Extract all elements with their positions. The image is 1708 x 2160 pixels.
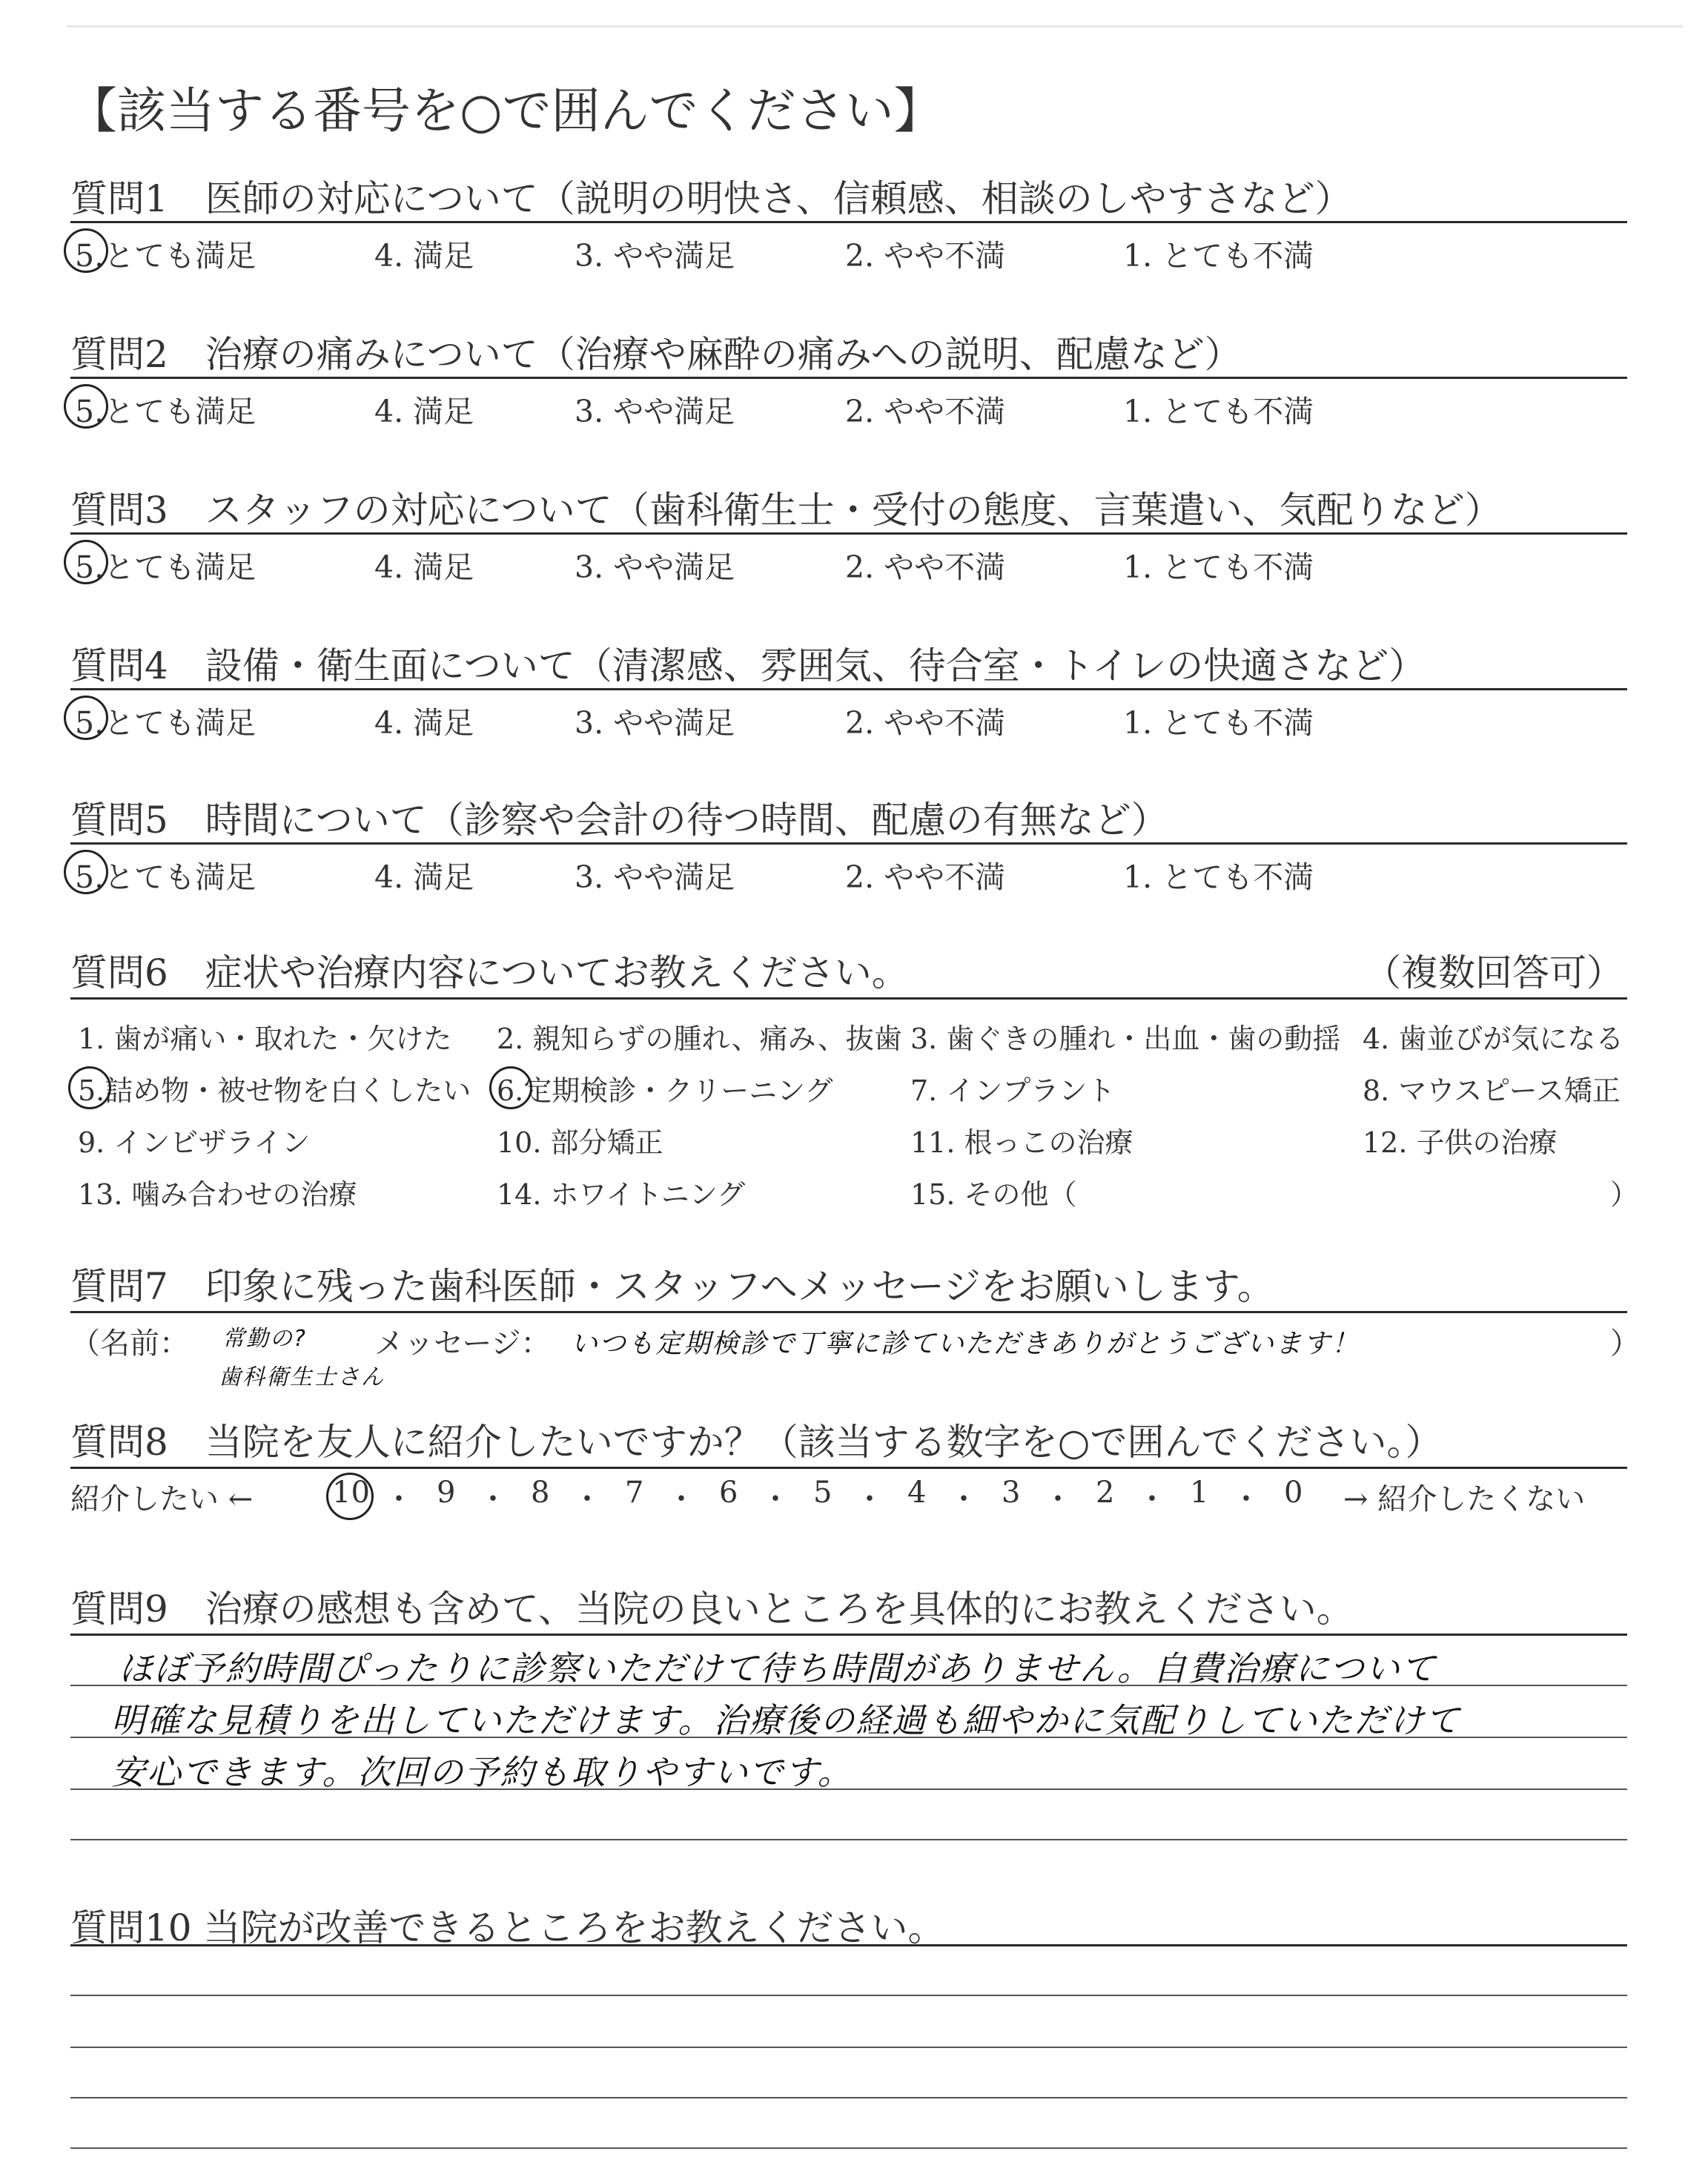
q7-message: いつも定期検診で丁寧に診ていただきありがとうございます！ [571,1329,1360,1359]
q5-option-4[interactable]: 4. 満足 [374,859,474,895]
q8-separator: ・ [1231,1482,1261,1516]
q4-selection-circle [64,696,108,740]
q1-option-4[interactable]: 4. 満足 [374,238,474,274]
q2-option-1[interactable]: 1. とても不満 [1123,394,1314,429]
q9-rule-5 [70,1839,1627,1840]
q2-option-2[interactable]: 2. やや不満 [845,394,1006,429]
q9-answer-line-1: ほぼ予約時間ぴったりに診察いただけて待ち時間がありません。自費治療について [119,1648,1437,1688]
q8-scale-1[interactable]: 1 [1190,1476,1209,1510]
q8-scale-10[interactable]: 10 [332,1476,370,1510]
q8-scale-2[interactable]: 2 [1096,1476,1115,1510]
q1-option-2[interactable]: 2. やや不満 [845,238,1006,274]
q8-scale-4[interactable]: 4 [907,1476,927,1510]
q8-separator: ・ [666,1482,696,1516]
q8-scale-8[interactable]: 8 [531,1476,550,1510]
q4-title: 質問4 設備・衛生面について（清潔感、雰囲気、待合室・トイレの快適さなど） [70,644,1426,687]
q8-title: 質問8 当院を友人に紹介したいですか？（該当する数字を○で囲んでください。） [70,1421,1443,1464]
q5-title: 質問5 時間について（診察や会計の待つ時間、配慮の有無など） [70,799,1168,842]
q6-option-12[interactable]: 12. 子供の治療 [1363,1126,1558,1159]
q5-option-2[interactable]: 2. やや不満 [845,859,1006,895]
q8-scale-0[interactable]: 0 [1284,1476,1303,1510]
page-title: 【該当する番号を○で囲んでください】 [68,82,943,139]
q6-option-14[interactable]: 14. ホワイトニング [497,1178,746,1211]
q1-option-3[interactable]: 3. やや満足 [575,238,735,274]
q1-option-5[interactable]: 5.とても満足 [75,238,256,274]
q4-rule [70,688,1627,690]
q10-title: 質問10 当院が改善できるところをお教えください。 [70,1906,945,1949]
q9-title: 質問9 治療の感想も含めて、当院の良いところを具体的にお教えください。 [70,1588,1354,1631]
q3-option-1[interactable]: 1. とても不満 [1123,549,1314,585]
q8-scale-3[interactable]: 3 [1002,1476,1021,1510]
q8-scale-7[interactable]: 7 [625,1476,644,1510]
q3-option-3[interactable]: 3. やや満足 [575,549,735,585]
q8-scale-6[interactable]: 6 [719,1476,738,1510]
q2-option-3[interactable]: 3. やや満足 [575,394,735,429]
q4-option-1[interactable]: 1. とても不満 [1123,705,1314,741]
q6-selection-circle-5 [68,1066,111,1109]
q10-rule-1 [70,1944,1627,1946]
q8-separator: ・ [478,1482,508,1516]
q8-scale-9[interactable]: 9 [437,1476,456,1510]
q3-option-2[interactable]: 2. やや不満 [845,549,1006,585]
q8-separator: ・ [949,1482,979,1516]
q7-name-line1: 常勤の? [222,1326,307,1352]
q5-option-1[interactable]: 1. とても不満 [1123,859,1314,895]
q5-option-5[interactable]: 5.とても満足 [75,859,256,895]
q8-right-label: → 紹介したくない [1343,1482,1586,1516]
q6-note: （複数回答可） [1364,951,1623,994]
q6-rule [70,997,1627,1000]
q10-rule-2 [70,1995,1627,1996]
q2-option-5[interactable]: 5.とても満足 [75,394,256,429]
q4-option-5[interactable]: 5.とても満足 [75,705,256,741]
q2-option-4[interactable]: 4. 満足 [374,394,474,429]
q3-option-5[interactable]: 5.とても満足 [75,549,256,585]
q8-separator: ・ [855,1482,884,1516]
q4-option-2[interactable]: 2. やや不満 [845,705,1006,741]
q7-title: 質問7 印象に残った歯科医師・スタッフへメッセージをお願いします。 [70,1265,1274,1308]
q8-selection-circle [326,1473,374,1520]
q2-title: 質問2 治療の痛みについて（治療や麻酔の痛みへの説明、配慮など） [70,333,1242,376]
q8-separator: ・ [761,1482,790,1516]
q8-separator: ・ [1137,1482,1167,1516]
q6-option-15[interactable]: 15. その他（ [910,1178,1077,1211]
q6-option-10[interactable]: 10. 部分矯正 [497,1126,663,1159]
q3-option-4[interactable]: 4. 満足 [374,549,474,585]
q8-separator: ・ [384,1482,414,1516]
q3-title: 質問3 スタッフの対応について（歯科衛生士・受付の態度、言葉遣い、気配りなど） [70,489,1502,532]
q10-rule-5 [70,2147,1627,2149]
q2-rule [70,377,1627,379]
q7-close-paren: ） [1610,1327,1640,1361]
q7-message-label: メッセージ： [374,1327,551,1361]
q1-title: 質問1 医師の対応について（説明の明快さ、信頼感、相談のしやすさなど） [70,177,1352,220]
q6-option-8[interactable]: 8. マウスピース矯正 [1363,1074,1621,1107]
q9-answer-line-3: 安心できます。次回の予約も取りやすいです。 [111,1752,853,1792]
q6-option-13[interactable]: 13. 噛み合わせの治療 [78,1178,357,1211]
q9-answer-line-2: 明確な見積りを出していただけます。治療後の経過も細やかに気配りしていただけて [111,1700,1461,1740]
q6-option-4[interactable]: 4. 歯並びが気になる [1363,1023,1624,1055]
q5-rule [70,842,1627,845]
q10-rule-4 [70,2097,1627,2098]
q1-option-1[interactable]: 1. とても不満 [1123,238,1314,274]
top-border [67,25,1683,27]
q8-scale-5[interactable]: 5 [813,1476,833,1510]
q6-option-2[interactable]: 2. 親知らずの腫れ、痛み、抜歯 [497,1023,902,1055]
q6-option-1[interactable]: 1. 歯が痛い・取れた・欠けた [78,1023,452,1055]
q8-separator: ・ [572,1482,602,1516]
q9-rule-1 [70,1634,1627,1636]
q4-option-3[interactable]: 3. やや満足 [575,705,735,741]
q10-rule-3 [70,2047,1627,2048]
q6-option-3[interactable]: 3. 歯ぐきの腫れ・出血・歯の動揺 [910,1023,1341,1055]
q6-option-6[interactable]: 6.定期検診・クリーニング [497,1074,833,1107]
q6-option-9[interactable]: 9. インビザライン [78,1126,311,1159]
q6-title: 質問6 症状や治療内容についてお教えください。 [70,951,909,994]
q3-selection-circle [64,540,108,584]
q6-selection-circle-6 [489,1066,532,1109]
q5-option-3[interactable]: 3. やや満足 [575,859,735,895]
q2-selection-circle [64,384,108,429]
q7-name-label: （名前： [70,1327,189,1361]
q5-selection-circle [64,850,108,894]
q4-option-4[interactable]: 4. 満足 [374,705,474,741]
q7-rule [70,1311,1627,1313]
q8-left-label: 紹介したい ← [70,1482,254,1516]
q1-rule [70,221,1627,223]
q8-separator: ・ [1043,1482,1073,1516]
q3-rule [70,532,1627,535]
q6-option-7[interactable]: 7. インプラント [910,1074,1116,1107]
q6-other-close-paren: ） [1610,1178,1639,1211]
q7-name-line2: 歯科衛生士さん [219,1364,385,1390]
q6-option-5[interactable]: 5.詰め物・被せ物を白くしたい [78,1074,471,1107]
q6-option-11[interactable]: 11. 根っこの治療 [910,1126,1133,1159]
q8-rule [70,1467,1627,1469]
q1-selection-circle [64,228,108,273]
